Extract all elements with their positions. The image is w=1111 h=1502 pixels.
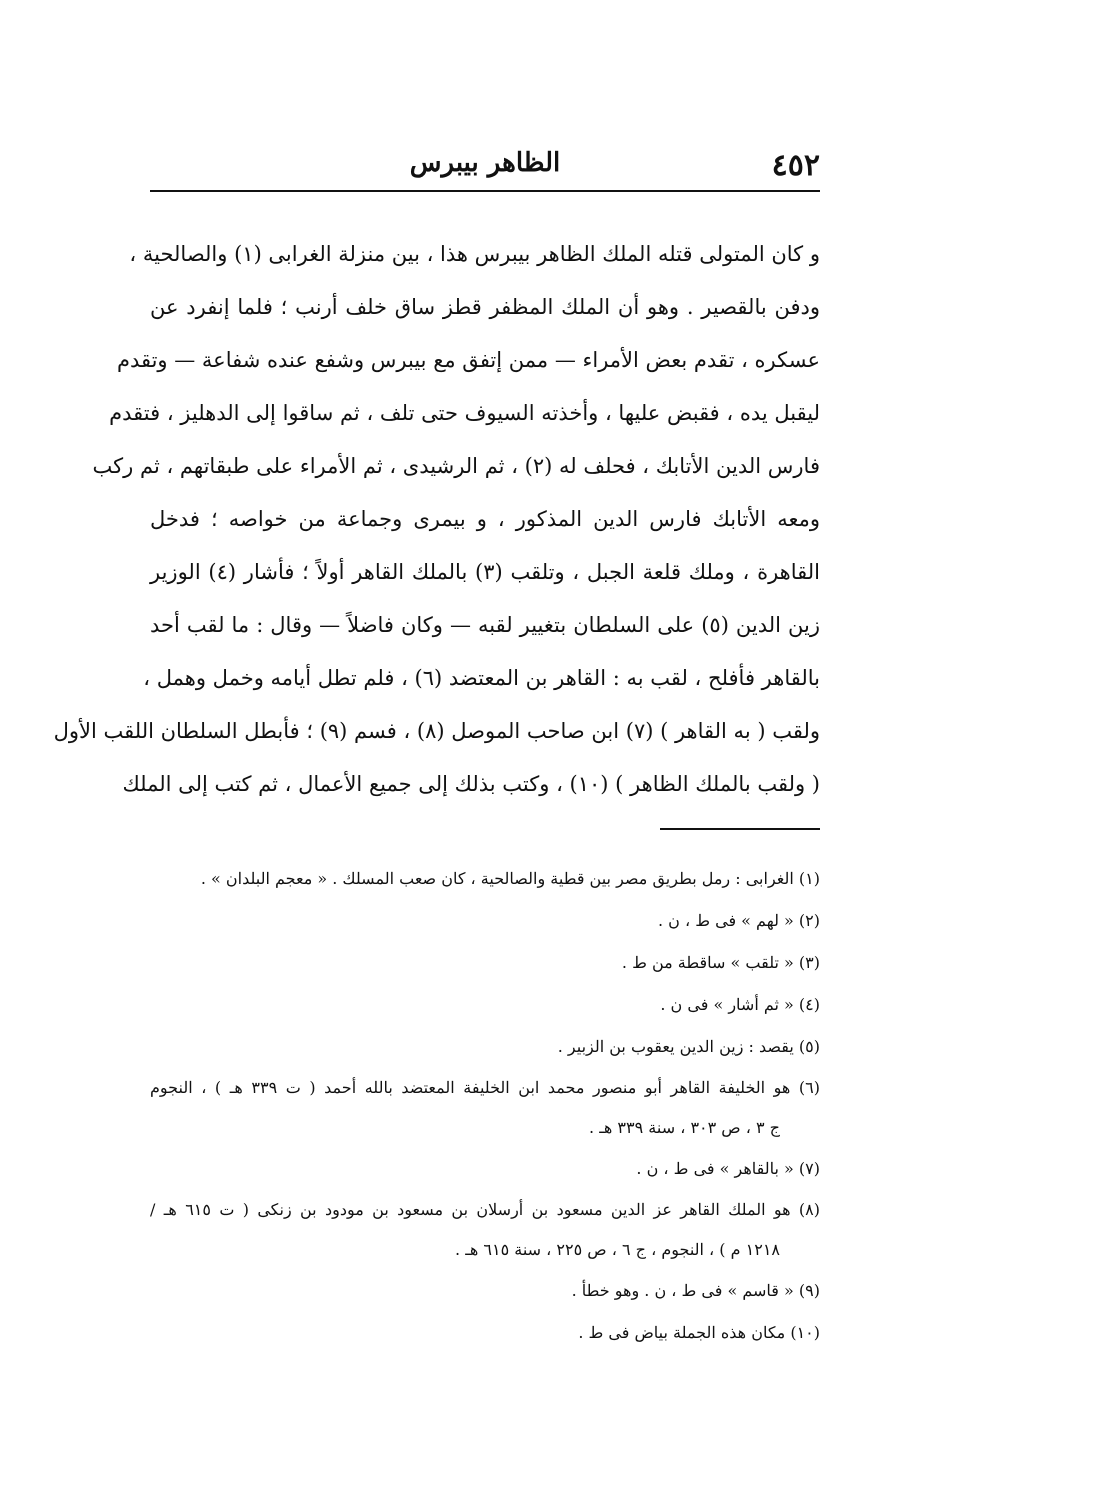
footnote: (٦) هو الخليفة القاهر أبو منصور محمد ابن الخليفة المعتضد بالله أحمد ( ت ٣٣٩ هـ ) ، النجوم [150, 1078, 820, 1097]
text-line: بالقاهر فأفلح ، لقب به : القاهر بن المعتضد (٦) ، فلم تطل أيامه وخمل وهمل ، [143, 666, 820, 690]
footnote-continuation: ١٢١٨ م ) ، النجوم ، ج ٦ ، ص ٢٢٥ ، سنة ٦١٥ هـ . [455, 1240, 780, 1259]
footnote: (٨) هو الملك القاهر عز الدين مسعود بن أرسلان بن مسعود بن مودود بن زنكى ( ت ٦١٥ هـ / [150, 1200, 820, 1219]
footnote: (١٠) مكان هذه الجملة بياض فى ط . [578, 1323, 820, 1342]
text-line: فارس الدين الأتابك ، فحلف له (٢) ، ثم الرشيدى ، ثم الأمراء على طبقاتهم ، ثم ركب [92, 454, 820, 478]
text-line: ودفن بالقصير . وهو أن الملك المظفر قطز ساق خلف أرنب ؛ فلما إنفرد عن [150, 295, 820, 319]
text-line: ولقب ( به القاهر ) (٧) ابن صاحب الموصل (٨) ، فسم (٩) ؛ فأبطل السلطان اللقب الأول [53, 719, 820, 743]
text-line: ( ولقب بالملك الظاهر ) (١٠) ، وكتب بذلك إلى جميع الأعمال ، ثم كتب إلى الملك [122, 772, 820, 796]
footnotes [150, 858, 820, 1354]
footnote: (٣) « تلقب » ساقطة من ط . [621, 953, 820, 972]
text-line: و كان المتولى قتله الملك الظاهر بيبرس هذا ، بين منزلة الغرابى (١) والصالحية ، [129, 242, 820, 266]
page-header [150, 140, 820, 192]
footnote: (٧) « بالقاهر » فى ط ، ن . [636, 1159, 820, 1178]
footnote: (١) الغرابى : رمل بطريق مصر بين قطية والصالحية ، كان صعب المسلك . « معجم البلدان » . [200, 869, 820, 888]
text-line: ومعه الأتابك فارس الدين المذكور ، و بيمرى وجماعة من خواصه ؛ فدخل [150, 507, 820, 531]
text-line: ليقبل يده ، فقبض عليها ، وأخذته السيوف حتى تلف ، ثم ساقوا إلى الدهليز ، فتقدم [109, 401, 820, 425]
page-number: ٤٥٢ [771, 148, 820, 183]
main-text [53, 228, 820, 811]
running-title: الظاهر بيبرس [409, 148, 561, 178]
footnote-continuation: ج ٣ ، ص ٣٠٣ ، سنة ٣٣٩ هـ . [589, 1118, 780, 1137]
text-line: زين الدين (٥) على السلطان بتغيير لقبه — وكان فاضلاً — وقال : ما لقب أحد [150, 613, 820, 637]
footnote: (٥) يقصد : زين الدين يعقوب بن الزبير . [557, 1037, 820, 1056]
footnote: (٤) « ثم أشار » فى ن . [660, 995, 820, 1014]
text-line: عسكره ، تقدم بعض الأمراء — ممن إتفق مع بيبرس وشفع عنده شفاعة — وتقدم [116, 348, 820, 372]
text-line: القاهرة ، وملك قلعة الجبل ، وتلقب (٣) بالملك القاهر أولاً ؛ فأشار (٤) الوزير [150, 560, 820, 584]
footnote-divider [660, 828, 820, 830]
footnote: (٩) « قاسم » فى ط ، ن . وهو خطأ . [571, 1281, 820, 1300]
footnote: (٢) « لهم » فى ط ، ن . [657, 911, 820, 930]
